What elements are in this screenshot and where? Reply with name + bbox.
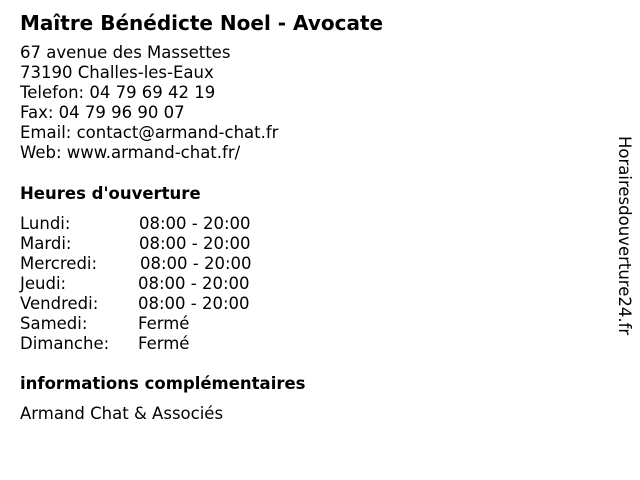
address-city: 73190 Challes-les-Eaux: [20, 63, 214, 82]
time-value: 08:00 - 20:00: [138, 274, 250, 293]
day-label: Dimanche:: [20, 334, 110, 353]
day-label: Lundi:: [20, 214, 71, 233]
time-value: 08:00 - 20:00: [138, 294, 250, 313]
time-value: 08:00 - 20:00: [140, 254, 252, 273]
email-address: Email: contact@armand-chat.fr: [20, 123, 279, 142]
company-name: Armand Chat & Associés: [20, 404, 224, 423]
watermark-text: Horairesdouverture24.fr: [615, 136, 634, 336]
day-label: Samedi:: [20, 314, 88, 333]
phone-number: Telefon: 04 79 69 42 19: [20, 83, 216, 102]
day-label: Mardi:: [20, 234, 72, 253]
website: Web: www.armand-chat.fr/: [20, 143, 241, 162]
address-street: 67 avenue des Massettes: [20, 43, 231, 62]
opening-hours-heading: Heures d'ouverture: [20, 184, 201, 203]
time-value: 08:00 - 20:00: [139, 214, 251, 233]
day-label: Jeudi:: [20, 274, 67, 293]
time-value: 08:00 - 20:00: [139, 234, 251, 253]
time-value: Fermé: [138, 334, 190, 353]
contact-block: [20, 43, 278, 163]
fax-number: Fax: 04 79 96 90 07: [20, 103, 185, 122]
additional-info-heading: informations complémentaires: [20, 374, 306, 393]
day-label: Mercredi:: [20, 254, 98, 273]
page-title: Maître Bénédicte Noel - Avocate: [20, 11, 384, 35]
time-value: Fermé: [138, 314, 190, 333]
day-label: Vendredi:: [20, 294, 99, 313]
